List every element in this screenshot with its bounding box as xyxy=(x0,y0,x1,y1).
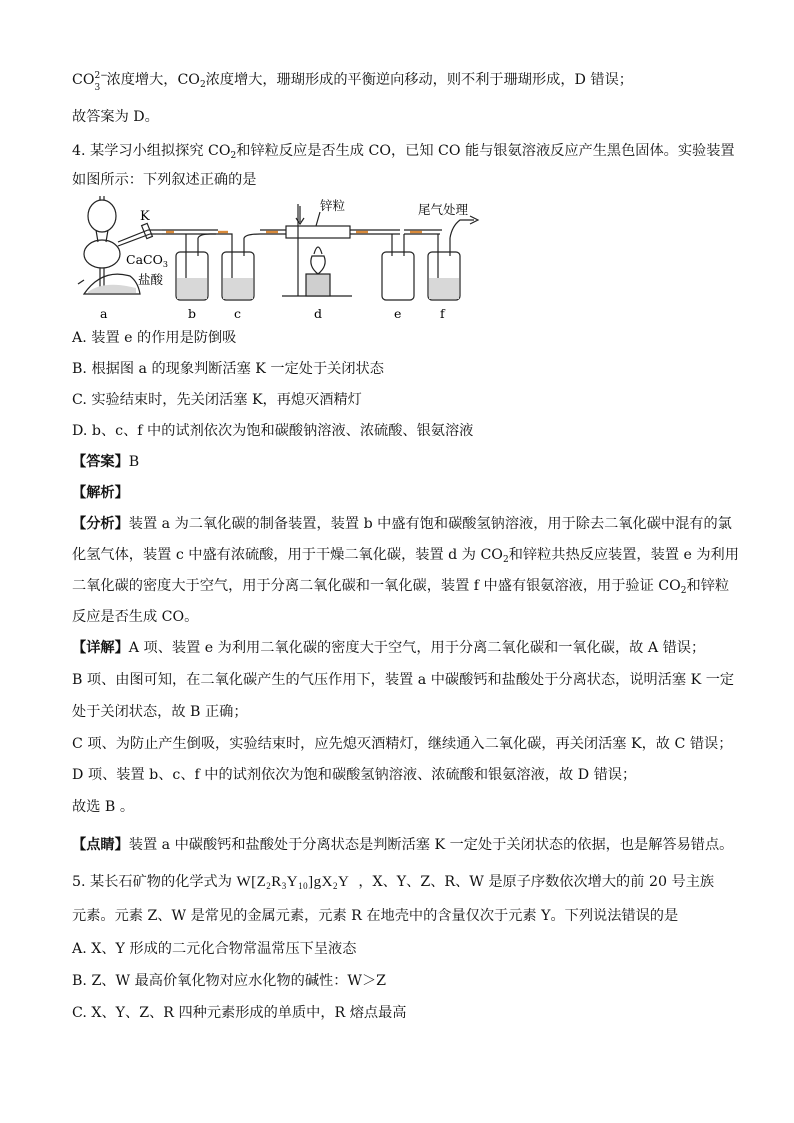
label-e: e xyxy=(394,306,402,321)
analysis-line-4: 反应是否生成 CO。 xyxy=(72,609,199,625)
text-line-1: CO 2− 3 浓度增大，$CO_2$浓度增大，珊瑚形成的平衡逆向移动，则不利于珊瑚形成，D 错误； xyxy=(72,71,633,93)
q5-option-B: B. Z、W 最高价氧化物对应水化物的碱性：W＞Z xyxy=(72,973,387,989)
analysis-line-2: 化氢气体，装置 c 中盛有浓硫酸，用于干燥二氧化碳，装置 d 为 $CO_2$和锌粒共热反应装置，装置 e 为利用 xyxy=(72,547,739,565)
bottle-e xyxy=(382,252,414,300)
text-line-2: 故答案为 D。 xyxy=(72,109,159,125)
label-tail-gas: 尾气处理 xyxy=(418,202,469,217)
tip-line: 【点睛】装置 a 中碳酸钙和盐酸处于分离状态是判断活塞 K 一定处于关闭状态的依据，也是解答易错点。 xyxy=(72,837,734,853)
label-c: c xyxy=(234,306,242,321)
option-D: D. b、c、f 中的试剂依次为饱和碳酸钠溶液、浓硫酸、银氨溶液 xyxy=(72,423,474,439)
label-caco3: CaCO$_3$ xyxy=(126,252,168,269)
answer: 【答案】B xyxy=(72,454,140,470)
reaction-tube-d xyxy=(286,226,350,238)
label-zinc: 锌粒 xyxy=(320,198,346,213)
analysis-line-3: 二氧化碳的密度大于空气，用于分离二氧化碳和一氧化碳，装置 f 中盛有银氨溶液，用于验证 $CO_2$和锌粒 xyxy=(72,578,730,596)
alcohol-lamp xyxy=(311,256,325,274)
question-4-stem: 4. 某学习小组拟探究 $CO_2$和锌粒反应是否生成 CO，已知 CO 能与银氨溶液反应产生黑色固体。实验装置 xyxy=(72,143,735,161)
analysis-heading: 【解析】 xyxy=(72,485,129,501)
detail-line-3: 处于关闭状态，故 B 正确； xyxy=(72,704,248,720)
device-a-middle-bulb xyxy=(84,240,120,268)
detail-line-4: C 项、为防止产生倒吸，实验结束时，应先熄灭酒精灯，继续通入二氧化碳，再关闭活塞 K，故 C 错误； xyxy=(72,736,733,752)
mineral-formula: $W[Z_2R_3Y_{10}]gX_2Y$ xyxy=(236,874,350,891)
q5-option-A: A. X、Y 形成的二元化合物常温常压下呈液态 xyxy=(72,941,357,957)
option-B: B. 根据图 a 的现象判断活塞 K 一定处于关闭状态 xyxy=(72,361,384,377)
analysis-line-1: 【分析】装置 a 为二氧化碳的制备装置，装置 b 中盛有饱和碳酸氢钠溶液，用于除去二氧化碳中混有的氯 xyxy=(72,516,732,532)
q5-option-C: C. X、Y、Z、R 四种元素形成的单质中，R 熔点最高 xyxy=(72,1005,407,1021)
label-d: d xyxy=(314,306,323,321)
option-A: A. 装置 e 的作用是防倒吸 xyxy=(72,330,237,346)
detail-line-1: 【详解】A 项、装置 e 为利用二氧化碳的密度大于空气，用于分离二氧化碳和一氧化碳，故 A 错误； xyxy=(72,640,706,656)
apparatus-figure xyxy=(70,196,490,324)
flame xyxy=(314,247,322,254)
option-C: C. 实验结束时，先关闭活塞 K，再熄灭酒精灯 xyxy=(72,392,362,408)
question-5-stem: 5. 某长石矿物的化学式为 $W[Z_2R_3Y_{10}]gX_2Y$ ，X、Y、Z、R、W 是原子序数依次增大的前 20 号主族 xyxy=(72,874,715,891)
detail-line-2: B 项、由图可知，在二氧化碳产生的气压作用下，装置 a 中碳酸钙和盐酸处于分离状态，说明活塞 K 一定 xyxy=(72,672,735,688)
label-b: b xyxy=(188,306,197,321)
label-f: f xyxy=(440,306,445,321)
label-acid: 盐酸 xyxy=(138,272,164,287)
question-4-stem-2: 如图所示：下列叙述正确的是 xyxy=(72,172,257,188)
device-a-top-bulb xyxy=(88,200,116,232)
question-5-stem-2: 元素。元素 Z、W 是常见的金属元素，元素 R 在地壳中的含量仅次于元素 Y。下列说法错误的是 xyxy=(72,908,679,924)
burner-block xyxy=(306,274,330,296)
label-a: a xyxy=(100,306,108,321)
detail-line-5: D 项、装置 b、c、f 中的试剂依次为饱和碳酸氢钠溶液、浓硫酸和银氨溶液，故 D 错误； xyxy=(72,767,637,783)
detail-line-6: 故选 B 。 xyxy=(72,799,135,815)
label-K: K xyxy=(140,209,150,224)
